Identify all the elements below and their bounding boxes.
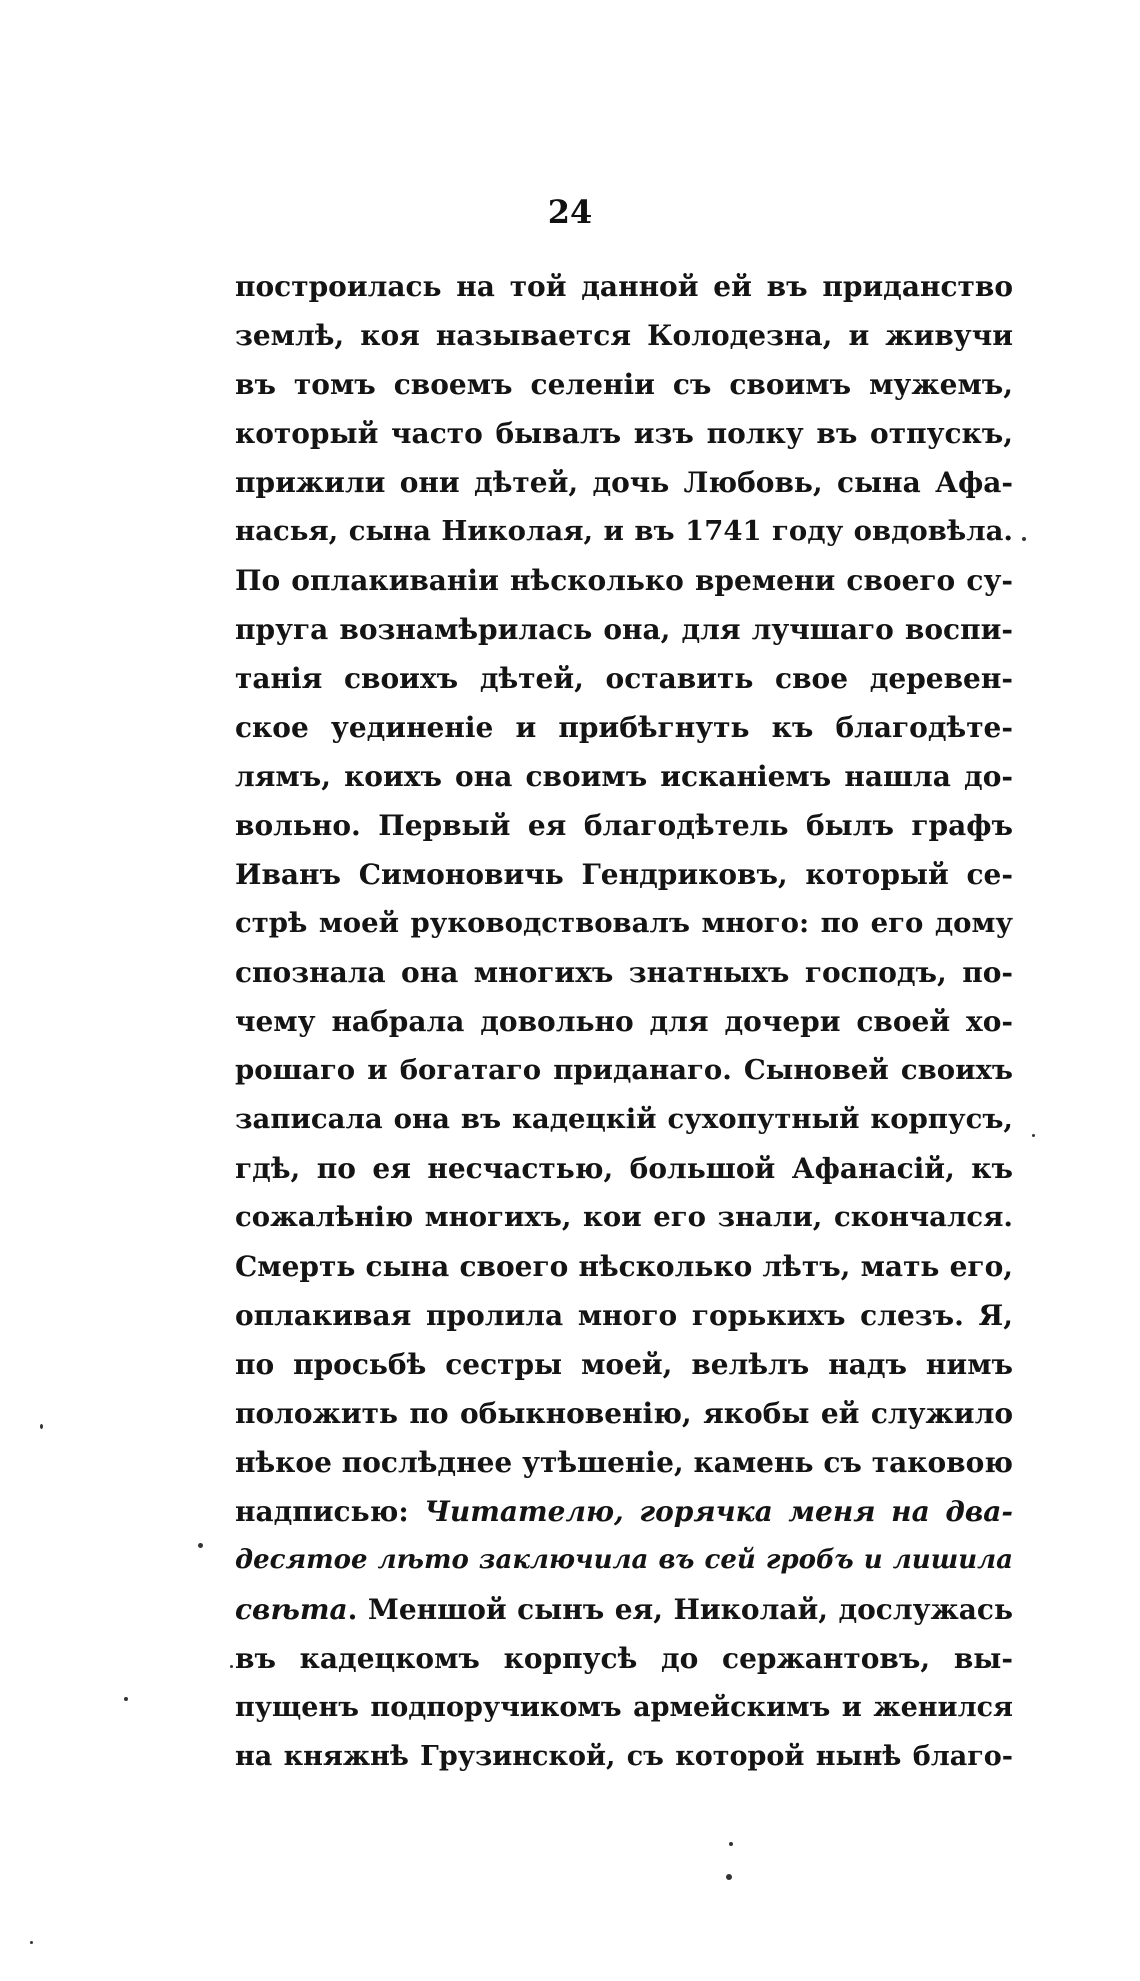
scan-speck <box>729 1842 733 1846</box>
text-line: чему набрала довольно для дочери своей хо- <box>235 1005 1013 1038</box>
text-line: гдѣ, по ея несчастью, большой Афанасiй, къ <box>235 1152 1013 1185</box>
epitaph-text: десятое лѣто заключила въ сей гробъ и лишила <box>235 1545 1013 1575</box>
text-line: пущенъ подпоручикомъ армейскимъ и женился <box>235 1692 1013 1723</box>
text-line: записала она въ кадецкiй сухопутный корпусъ, <box>235 1103 1013 1135</box>
text-line: въ кадецкомъ корпусѣ до сержантовъ, вы- <box>235 1642 1013 1675</box>
text-line <box>235 1536 1013 1585</box>
scan-speck <box>198 1543 203 1548</box>
text-line: рошаго и богатаго приданаго. Сыновей своихъ <box>235 1054 1013 1086</box>
text-line: надписью: Читателю, горячка меня на два- <box>235 1495 1013 1528</box>
text-line: на княжнѣ Грузинской, съ которой нынѣ благо- <box>235 1741 1013 1772</box>
text-line: который часто бывалъ изъ полку въ отпускъ, <box>235 417 1013 450</box>
scan-speck <box>30 1941 33 1944</box>
epitaph-text: Читателю, горячка меня на два- <box>424 1495 1013 1528</box>
text-line: построилась на той данной ей въ приданство <box>235 270 1013 303</box>
scan-speck <box>1032 1134 1035 1137</box>
text-line: свѣта. Меншой сынъ ея, Николай, дослужась <box>235 1593 1013 1626</box>
epitaph-text: свѣта <box>235 1593 348 1626</box>
scan-speck <box>726 1874 732 1880</box>
text-line: оплакивая пролила много горькихъ слезъ. Я, <box>235 1299 1013 1332</box>
text-line: положить по обыкновенiю, якобы ей служило <box>235 1397 1013 1430</box>
text-line: землѣ, коя называется Колодезна, и живучи <box>235 319 1013 352</box>
page-number: 24 <box>547 193 593 231</box>
text-line: вольно. Первый ея благодѣтель былъ графъ <box>235 809 1013 842</box>
text-line: по просьбѣ сестры моей, велѣлъ надъ нимъ <box>235 1348 1013 1381</box>
text-line: сожалѣнiю многихъ, кои его знали, скончался. <box>235 1201 1013 1233</box>
body-text <box>235 262 1013 1781</box>
text-line: пруга вознамѣрилась она, для лучшаго воспи- <box>235 613 1013 646</box>
scan-speck <box>1022 537 1026 541</box>
text-line: насья, сына Николая, и въ 1741 году овдовѣла. <box>235 515 1013 547</box>
text-line: ское уединенiе и прибѣгнуть къ благодѣте- <box>235 711 1013 744</box>
text-line: Смерть сына своего нѣсколько лѣтъ, мать его, <box>235 1250 1013 1283</box>
scan-speck <box>40 1424 43 1429</box>
text-line: лямъ, коихъ она своимъ исканiемъ нашла до- <box>235 760 1013 793</box>
scan-speck <box>230 1665 233 1668</box>
text-line: стрѣ моей руководствовалъ много: по его дому <box>235 907 1013 939</box>
text-line: Иванъ Симоновичь Гендриковъ, который се- <box>235 858 1013 891</box>
text-line: нѣкое послѣднее утѣшенiе, камень съ таковою <box>235 1446 1013 1479</box>
text-line: въ томъ своемъ селенiи съ своимъ мужемъ, <box>235 368 1013 401</box>
text-line: прижили они дѣтей, дочь Любовь, сына Афа- <box>235 466 1013 499</box>
text-line: По оплакиванiи нѣсколько времени своего су- <box>235 564 1013 597</box>
text-line: танiя своихъ дѣтей, оставить свое деревен- <box>235 662 1013 695</box>
scan-speck <box>124 1697 128 1701</box>
text-line: спознала она многихъ знатныхъ господъ, по- <box>235 956 1013 989</box>
